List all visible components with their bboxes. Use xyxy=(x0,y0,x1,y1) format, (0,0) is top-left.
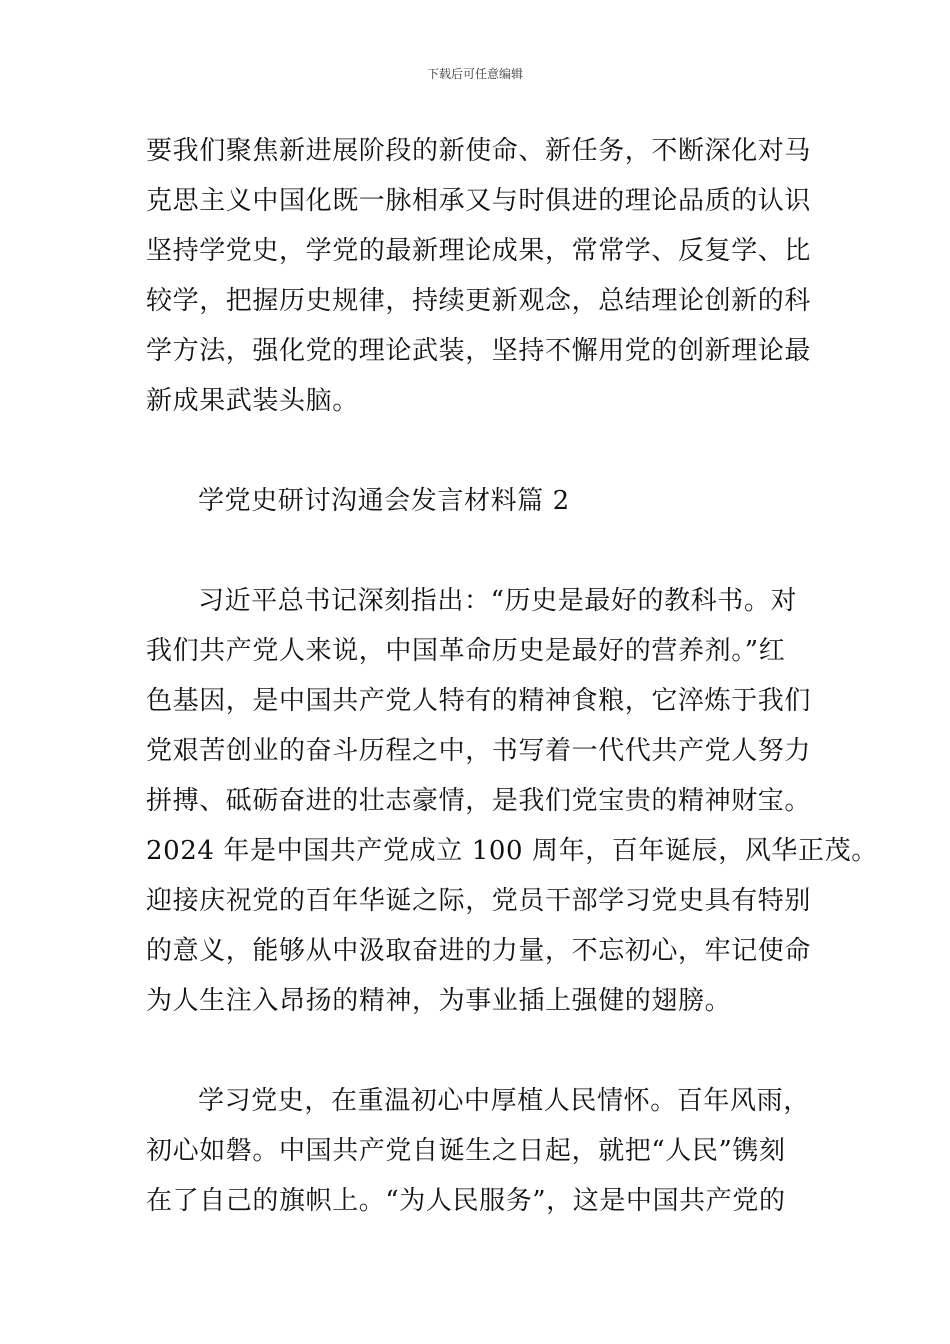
paragraph-gap xyxy=(146,1026,814,1076)
text-line: 初心如磐。中国共产党自诞生之日起，就把“人民”镌刻 xyxy=(146,1136,786,1166)
text-line: 拼搏、砥砺奋进的壮志豪情，是我们党宝贵的精神财宝。 xyxy=(146,786,812,816)
paragraph-continuation xyxy=(146,126,814,426)
page-header-note: 下载后可任意编辑 xyxy=(426,67,523,81)
text-line: 迎接庆祝党的百年华诞之际，党员干部学习党史具有特别 xyxy=(146,886,812,916)
text-line: 新成果武装头脑。 xyxy=(146,386,359,416)
text-line: 为人生注入昂扬的精神，为事业插上强健的翅膀。 xyxy=(146,986,732,1016)
paragraph-history xyxy=(146,576,878,1026)
text-line: 色基因，是中国共产党人特有的精神食粮，它淬炼于我们 xyxy=(146,686,812,716)
text-line: 较学，把握历史规律，持续更新观念，总结理论创新的科 xyxy=(146,286,812,316)
paragraph-gap xyxy=(146,526,814,576)
text-line: 我们共产党人来说，中国革命历史是最好的营养剂。”红 xyxy=(146,636,786,666)
text-line: 克思主义中国化既一脉相承又与时俱进的理论品质的认识 xyxy=(146,186,812,216)
heading-text: 学党史研讨沟通会发言材料篇 2 xyxy=(198,486,570,516)
text-line: 的意义，能够从中汲取奋进的力量，不忘初心，牢记使命 xyxy=(146,936,812,966)
paragraph-people xyxy=(146,1076,814,1226)
text-line: 要我们聚焦新进展阶段的新使命、新任务，不断深化对马 xyxy=(146,136,812,166)
text-line: 坚持学党史，学党的最新理论成果，常常学、反复学、比 xyxy=(146,236,812,266)
section-heading xyxy=(146,476,814,526)
document-body xyxy=(146,126,878,1226)
text-line: 学习党史，在重温初心中厚植人民情怀。百年风雨， xyxy=(198,1086,810,1116)
text-line: 在了自己的旗帜上。“为人民服务”，这是中国共产党的 xyxy=(146,1186,786,1216)
text-line: 学方法，强化党的理论武装，坚持不懈用党的创新理论最 xyxy=(146,336,812,366)
text-line: 党艰苦创业的奋斗历程之中，书写着一代代共产党人努力 xyxy=(146,736,812,766)
paragraph-gap xyxy=(146,426,814,476)
text-line: 2024 年是中国共产党成立 100 周年，百年诞辰，风华正茂。 xyxy=(146,836,878,866)
text-line: 习近平总书记深刻指出：“历史是最好的教科书。对 xyxy=(198,586,798,616)
